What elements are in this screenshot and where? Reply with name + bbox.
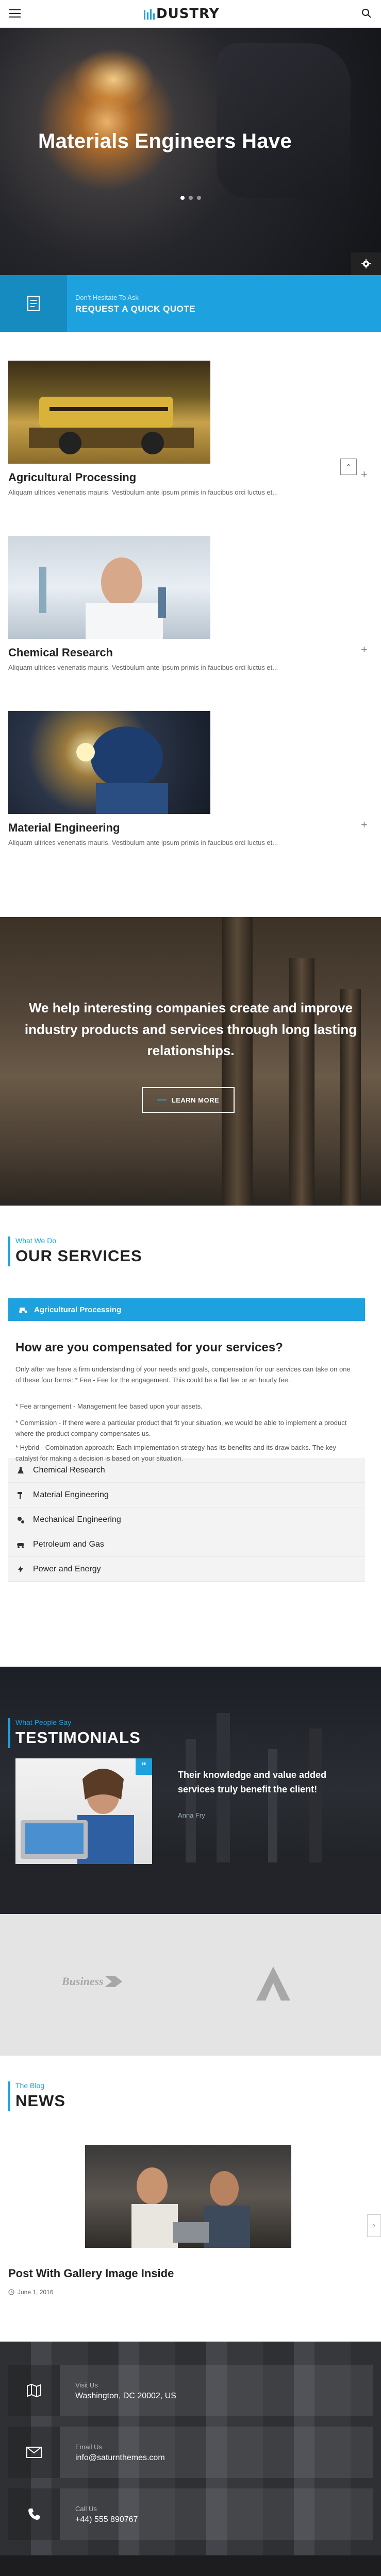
tab-material-engineering[interactable]	[8, 1483, 365, 1507]
contact-row-email	[8, 2427, 373, 2478]
service-title[interactable]: Chemical Research	[8, 646, 113, 659]
tab-label: Power and Energy	[33, 1564, 101, 1573]
news-next-arrow-icon[interactable]: ›	[367, 2214, 381, 2237]
site-header	[0, 0, 381, 28]
hamburger-menu-icon[interactable]	[9, 9, 21, 18]
tab-petroleum-gas[interactable]	[8, 1532, 365, 1557]
tab-paragraph: * Hybrid - Combination approach: Each implementation strategy has its benefits and its draw backs. The key catalyst for making a decision is based on your situation.	[15, 1444, 336, 1462]
tab-label: Material Engineering	[33, 1490, 109, 1499]
client-logo-a-icon[interactable]	[255, 1965, 291, 2002]
news-post-date	[8, 2289, 53, 2296]
search-icon[interactable]	[361, 8, 372, 19]
cta-banner	[0, 917, 381, 1206]
hero-slider	[0, 28, 381, 275]
section-title: TESTIMONIALS	[15, 1728, 141, 1747]
expand-plus-icon[interactable]: +	[361, 468, 368, 481]
client-logo-business[interactable]	[62, 1975, 124, 1988]
phone-icon	[8, 2488, 60, 2540]
email-link[interactable]: info@saturnthemes.com	[75, 2453, 165, 2462]
contact-label: Visit Us	[75, 2381, 98, 2389]
tab-agricultural-processing[interactable]	[8, 1298, 365, 1321]
logo-text: DUSTRY	[156, 6, 220, 22]
chevron-logo-icon	[104, 1975, 124, 1988]
expand-plus-icon[interactable]: +	[361, 643, 368, 656]
tab-label: Mechanical Engineering	[33, 1515, 121, 1524]
banner-text: We help interesting companies create and improve industry products and services through long lasting relationships.	[24, 1000, 357, 1059]
tab-label: Petroleum and Gas	[33, 1539, 104, 1549]
client-logo-text: Business	[62, 1975, 104, 1988]
service-excerpt: Aliquam ultrices venenatis mauris. Vestibulum ante ipsum primis in faucibus orci luctus et...	[8, 488, 278, 496]
truck-icon	[16, 1540, 25, 1549]
clock-icon	[8, 2289, 14, 2295]
quote-mark-icon: "	[136, 1758, 152, 1775]
phone-link[interactable]: +44) 555 890767	[75, 2515, 138, 2524]
chimney-graphic	[289, 958, 314, 1206]
service-excerpt: Aliquam ultrices venenatis mauris. Vestibulum ante ipsum primis in faucibus orci luctus et...	[8, 839, 278, 846]
section-accent-bar	[8, 2081, 10, 2111]
tab-paragraph: * Commission - If there were a particular product that fit your situation, we would be able to implement a product where the product company compensates us.	[15, 1419, 347, 1437]
contact-row-visit	[8, 2365, 373, 2416]
request-quote-link[interactable]: REQUEST A QUICK QUOTE	[75, 304, 196, 314]
news-post-title[interactable]: Post With Gallery Image Inside	[8, 2267, 174, 2280]
tractor-icon	[19, 1306, 28, 1313]
hammer-icon	[16, 1491, 25, 1499]
tab-paragraph: Only after we have a firm understanding of your needs and goals, compensation for our services can take on one of these four forms: * Fee - Fee for the engagement. This could be a flat fee or an hourly fee.	[15, 1365, 351, 1384]
tab-content-title: How are you compensated for your services?	[15, 1341, 283, 1354]
news-date-text: June 1, 2016	[18, 2289, 54, 2296]
hero-spark-glow	[72, 48, 155, 110]
section-kicker: What People Say	[15, 1718, 72, 1726]
testimonial-photo	[15, 1758, 152, 1864]
slider-dot[interactable]	[180, 196, 185, 200]
section-title: NEWS	[15, 2092, 65, 2110]
hero-title: Materials Engineers Have	[38, 130, 292, 152]
section-kicker: What We Do	[15, 1236, 57, 1245]
learn-more-button[interactable]	[142, 1087, 235, 1113]
services-tab-list	[8, 1458, 365, 1582]
service-image-chemical[interactable]	[8, 536, 210, 639]
flask-icon	[16, 1466, 25, 1475]
service-image-material[interactable]	[8, 711, 210, 814]
quick-quote-bar[interactable]	[0, 275, 381, 332]
contact-row-call	[8, 2488, 373, 2540]
arrow-icon	[157, 1099, 167, 1100]
service-title[interactable]: Agricultural Processing	[8, 471, 137, 484]
gears-icon	[16, 1516, 25, 1524]
slider-dot[interactable]	[189, 196, 193, 200]
contact-value: Washington, DC 20002, US	[75, 2392, 176, 2400]
tab-power-energy[interactable]	[8, 1557, 365, 1582]
document-icon	[0, 275, 67, 332]
tab-label: Chemical Research	[33, 1465, 105, 1475]
settings-gear-icon[interactable]	[351, 252, 381, 275]
quote-subtext: Don't Hesitate To Ask	[75, 294, 139, 301]
tab-mechanical-engineering[interactable]	[8, 1507, 365, 1532]
service-image-agricultural[interactable]	[8, 361, 210, 464]
site-logo[interactable]	[143, 6, 220, 22]
site-footer	[0, 2555, 381, 2576]
logo-bars-icon	[143, 8, 155, 20]
section-accent-bar	[8, 1236, 10, 1266]
section-accent-bar	[8, 1718, 10, 1748]
map-icon	[8, 2365, 60, 2416]
section-title: OUR SERVICES	[15, 1247, 142, 1265]
clients-logos	[0, 1914, 381, 2056]
testimonial-author: Anna Fry	[178, 1811, 205, 1819]
news-post-image[interactable]	[85, 2145, 291, 2248]
section-kicker: The Blog	[15, 2081, 45, 2090]
tab-label: Agricultural Processing	[34, 1305, 122, 1314]
hero-background-shape	[217, 43, 351, 198]
testimonial-quote: Their knowledge and value added services truly benefit the client!	[178, 1770, 327, 1794]
contact-label: Call Us	[75, 2505, 97, 2513]
expand-plus-icon[interactable]: +	[361, 818, 368, 831]
contact-label: Email Us	[75, 2443, 103, 2451]
chevron-up-icon[interactable]: ⌃	[340, 459, 357, 475]
tab-paragraph: * Fee arrangement - Management fee based upon your assets.	[15, 1402, 203, 1410]
slider-dot[interactable]	[197, 196, 201, 200]
lightning-icon	[16, 1565, 25, 1573]
envelope-icon	[8, 2427, 60, 2478]
service-title[interactable]: Material Engineering	[8, 821, 120, 834]
service-excerpt: Aliquam ultrices venenatis mauris. Vestibulum ante ipsum primis in faucibus orci luctus et...	[8, 664, 278, 671]
learn-more-label: LEARN MORE	[171, 1096, 220, 1104]
